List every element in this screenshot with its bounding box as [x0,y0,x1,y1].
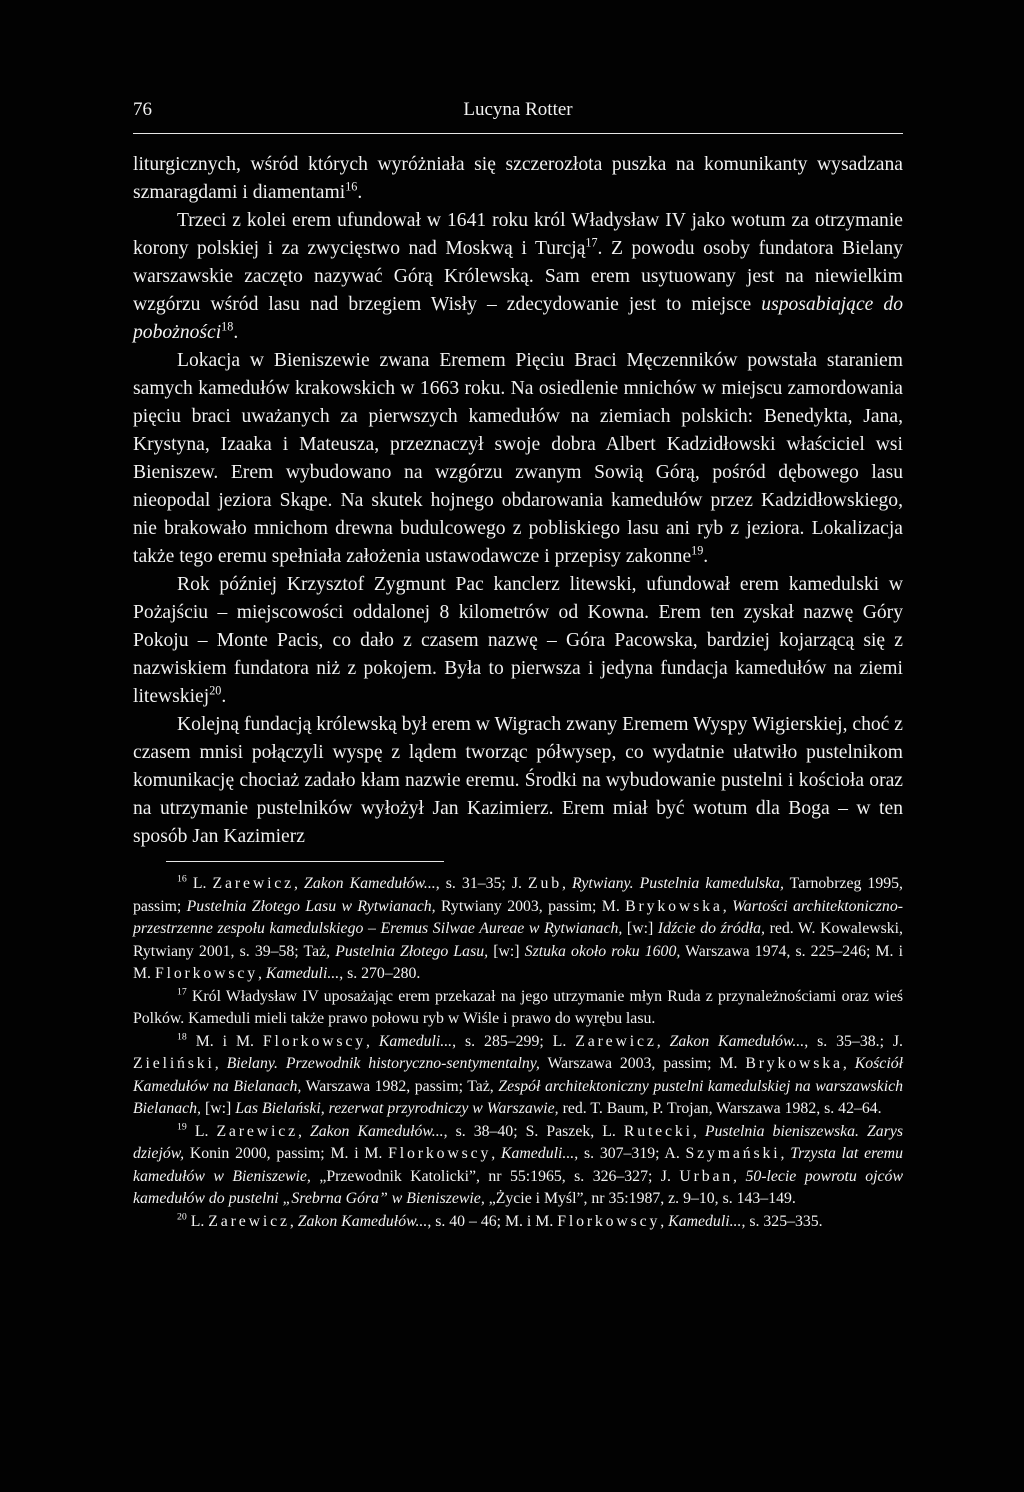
footnote-16 [133,873,903,986]
footnote-text: L. [194,1122,217,1140]
paragraph-3 [133,347,903,571]
paragraph-text: Lokacja w Bieniszewie zwana Eremem Pięciu Braci Męczenników powstała staraniem samych kamedułów krakowskich w 1663 roku. Na osiedlenie mnichów w miejscu zamordowania pięciu braci uważanych za pierwszych kamedułów na ziemiach polskich: Benedykta, Jana, Krystyna, Izaaka i Mateusza, przeznaczył swoje dobra Albert Kadzidłowski właściciel wsi Bieniszew. Erem wybudowano na wzgórzu zwanym Sowią Górą, pośród dębowego lasu nieopodal jeziora Skąpe. Na skutek hojnego obdarowania kamedułów przez Kadzidłowskiego, nie brakowało mnichom drewna budulcowego z pobliskiego lasu ani ryb z jeziora. Lokalizacja także tego eremu spełniała założenia ustawodawcze i przepisy zakonne [133,350,903,567]
footnote-text: , s. 31–35; J. [435,875,529,892]
paragraph-text: . Z powodu osoby fundatora Bielany warszawskie zaczęto nazywać Górą Królewską. Sam erem usytuowany jest na niewielkim wzgórzu wśród lasu nad brzegiem Wisły – zdecydowanie jest to miejsce [133,238,903,315]
footnote-ref-18: 18 [221,319,234,334]
italic-quote: usposabiające do pobożności [133,294,903,343]
footnote-number: 20 [177,1211,187,1223]
footnote-text: , [780,1145,791,1162]
footnote-author: Urban [679,1167,734,1185]
footnote-text: , s. 270–280. [339,965,421,982]
footnote-title: Kameduli... [378,1032,453,1050]
footnote-title: Pustelnia bieniszewska. Zarys dziejów, [133,1122,904,1162]
footnote-text: , s. 285–299; L. [452,1032,576,1050]
footnote-number: 18 [177,1031,187,1043]
paragraph-5 [133,711,903,851]
footnote-text: , s. 38–40; S. Paszek, L. [443,1122,624,1140]
footnote-author: Zarewicz [208,1212,290,1230]
footnote-text: [w:] [488,942,525,960]
footnote-author: Zieliński [133,1055,215,1072]
footnote-ref-20: 20 [209,683,222,698]
footnote-text: red. W. Kowalewski, Rytwiany 2001, s. 39–58; Taż, [133,920,903,960]
footnote-title: Bielany. Przewodnik historyczno-sentymentalny, [226,1055,540,1072]
footnote-title: Zakon Kamedułów... [309,1122,444,1140]
footnote-author: Florkowscy [154,965,258,982]
footnote-text: , [692,1122,705,1140]
footnote-author: Zarewicz [575,1032,657,1050]
paragraph-text: Rok później Krzysztof Zygmunt Pac kanclerz litewski, ufundował erem kamedulski w Pożajściu – miejscowości oddalonej 8 kilometrów od Kowna. Erem ten zyskał nazwę Góry Pokoju – Monte Pacis, co dało z czasem nazwę – Góra Pacowska, bardziej kojarzącą się z nazwiskiem fundatora niż z pokojem. Była to pierwsza i jedyna fundacja kamedułów na ziemi litewskiej [133,574,903,707]
main-text [133,151,903,851]
paragraph-text: . [357,182,363,203]
header-divider [133,133,903,134]
footnote-text: , [660,1212,669,1230]
footnote-text: Warszawa 1982, passim; Taż, [301,1077,499,1095]
footnote-title: Zakon Kamedułów... [297,1212,428,1230]
footnote-title: Zakon Kamedułów... [669,1032,805,1050]
footnote-title: Pustelnia Złotego Lasu w Rytwianach, [186,897,436,915]
footnote-number: 16 [177,873,187,885]
footnote-text: Konin 2000, passim; M. i M. [184,1145,389,1162]
footnote-text: , [289,1212,298,1230]
footnote-text: , [656,1032,670,1050]
footnote-text: , [733,1167,746,1185]
footnote-text: , s. 40 – 46; M. i M. [427,1212,558,1230]
footnote-text: , [365,1032,379,1050]
paragraph-text: Kolejną fundacją królewską był erem w Wigrach zwany Eremem Wyspy Wigierskiej, choć z czasem mnisi połączyli wyspę z lądem tworząc półwysep, co wydatnie ułatwiło pustelnikom komunikację chociaż zadało kłam nazwie eremu. Środki na wybudowanie pustelni i kościoła oraz na utrzymanie pustelników wyłożył Jan Kazimierz. Erem miał być wotum dla Boga – w ten sposób Jan Kazimierz [133,714,903,847]
paragraph-2 [133,207,903,347]
footnote-author: Florkowscy [262,1032,366,1050]
footnote-author: Florkowscy [388,1145,492,1162]
footnote-text: M. i M. [195,1032,263,1050]
footnote-text: , [258,965,266,982]
footnote-author: Florkowscy [557,1212,661,1230]
footnote-author: Zarewicz [216,1122,298,1140]
footnote-divider [166,861,444,862]
footnote-19 [133,1121,903,1211]
footnote-number: 17 [177,986,187,998]
footnote-text: , [722,897,733,915]
footnote-text: , [214,1055,227,1072]
footnote-title: Zakon Kamedułów... [304,875,436,892]
footnote-title: Kameduli... [500,1145,575,1162]
footnote-text: Warszawa 2003, passim; M. [539,1055,746,1072]
footnote-title: 50-lecie powrotu ojców kamedułów do pustelni „Srebrna Góra” w Bieniszewie, [133,1167,903,1207]
footnote-text: L. [190,1212,209,1230]
footnote-ref-16: 16 [345,179,358,194]
footnote-title: Pustelnia Złotego Lasu, [335,942,489,960]
footnote-author: Szymański [685,1145,781,1162]
footnote-text: , s. 307–319; A. [574,1145,686,1162]
footnote-title: Trzysta lat eremu kamedułów w Bieniszewie, [133,1145,903,1185]
paragraph-1 [133,151,903,207]
footnote-ref-17: 17 [585,235,598,250]
footnote-text: , [294,875,305,892]
footnote-text: „Przewodnik Katolicki”, nr 55:1965, s. 326–327; J. [310,1167,680,1185]
footnote-text: Rytwiany 2003, passim; M. [435,897,626,915]
footnote-text: , s. 35–38.; J. [804,1032,904,1050]
footnote-text: Warszawa 1974, s. 225–246; M. i M. [133,942,904,982]
footnote-title: Kameduli... [668,1212,742,1230]
paragraph-4 [133,571,903,711]
footnote-text: Król Władysław IV uposażając erem przekazał na jego utrzymanie młyn Ruda z przynależnościami oraz wieś Polków. Kameduli mieli także prawo połowu ryb w Wiśle i prawo do wyrębu lasu. [133,987,903,1027]
footnote-title: Idźcie do źródła, [657,920,765,937]
paragraph-text: . [221,686,227,707]
footnote-author: Brykowska [745,1055,843,1072]
footnote-author: Zarewicz [212,875,295,892]
running-author: Lucyna Rotter [463,99,573,120]
footnote-ref-19: 19 [691,543,704,558]
footnote-text: , [842,1055,855,1072]
footnote-17 [133,986,903,1031]
footnote-author: Rutecki [623,1122,693,1140]
paragraph-text: . [233,322,239,343]
footnote-text: , s. 325–335. [741,1212,823,1230]
footnote-text: [w:] [622,920,658,937]
footnote-text: L. [192,875,213,892]
footnote-title: Wartości architektoniczno-przestrzenne zespołu kamedulskiego – Eremus Silwae Aureae w Rytwianach, [133,897,903,937]
footnote-author: Brykowska [625,897,723,915]
footnote-text: [w:] [201,1100,236,1117]
page-number: 76 [133,99,152,120]
paragraph-text: Trzeci z kolei erem ufundował w 1641 roku król Władysław IV jako wotum za otrzymanie korony polskiej i za zwycięstwo nad Moskwą i Turcją [133,210,903,259]
footnote-18 [133,1031,903,1121]
footnote-text: , [491,1145,501,1162]
footnote-text: , [562,875,573,892]
footnote-text: , [297,1122,310,1140]
footnote-title: Kościół Kamedułów na Bielanach, [133,1055,903,1095]
footnote-text: „Życie i Myśl”, nr 35:1987, z. 9–10, s. 143–149. [484,1190,796,1207]
footnote-title: Rytwiany. Pustelnia kamedulska, [572,875,784,892]
paragraph-text: liturgicznych, wśród których wyróżniała się szczerozłota puszka na komunikanty wysadzana szmaragdami i diamentami [133,154,903,203]
paragraph-text: . [703,546,709,567]
footnote-20 [133,1211,903,1234]
footnote-number: 19 [177,1121,187,1133]
footnote-title: Sztuka około roku 1600, [524,942,681,960]
footnote-title: Kameduli... [265,965,340,982]
footnote-title: Zespół architektoniczny pustelni kamedulskiej na warszawskich Bielanach, [133,1077,903,1117]
footnote-text: Tarnobrzeg 1995, passim; [133,875,903,915]
footnotes [133,873,903,1233]
footnote-text: red. T. Baum, P. Trojan, Warszawa 1982, s. 42–64. [558,1100,882,1117]
footnote-title: Las Bielański, rezerwat przyrodniczy w Warszawie, [235,1100,559,1117]
footnote-author: Zub [528,875,562,892]
